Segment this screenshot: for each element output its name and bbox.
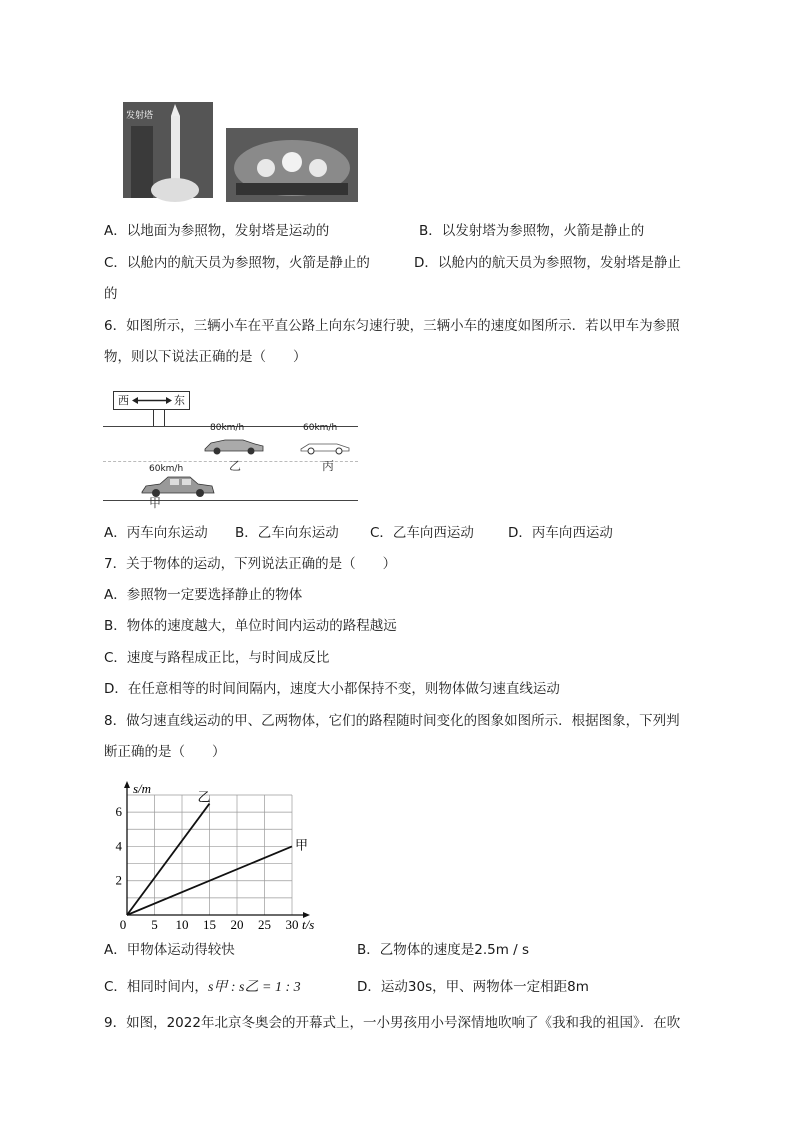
q6-option-c: C．乙车向西运动 — [370, 525, 474, 541]
x-tick-label: 20 — [230, 917, 244, 932]
q6-road-figure — [103, 383, 358, 508]
car-yi-label: 乙 — [229, 459, 242, 473]
x-tick-label: 15 — [203, 917, 216, 932]
q9-stem-line1: 9．如图，2022年北京冬奥会的开幕式上，一小男孩用小号深情地吹响了《我和我的祖国》．在吹 — [104, 1015, 681, 1031]
q8-option-b: B．乙物体的速度是2.5m / s — [357, 942, 530, 958]
q8-option-c-prefix: C．相同时间内， — [104, 979, 208, 995]
q7-option-a: A．参照物一定要选择静止的物体 — [104, 587, 303, 603]
q7-option-b: B．物体的速度越大，单位时间内运动的路程越远 — [104, 618, 397, 634]
car-bing-label: 丙 — [322, 459, 335, 473]
q5-option-d: D．以舱内的航天员为参照物，发射塔是静止 — [414, 255, 681, 271]
q5-option-a: A．以地面为参照物，发射塔是运动的 — [104, 223, 330, 239]
q8-option-c-formula: s甲 : s乙 = 1 : 3 — [207, 980, 301, 995]
y-axis-label: s/m — [133, 781, 152, 796]
q7-option-c: C．速度与路程成正比，与时间成反比 — [104, 650, 330, 666]
direction-sign — [113, 391, 190, 410]
rocket-launch-photo — [123, 102, 213, 198]
q8-stem-line1: 8．做匀速直线运动的甲、乙两物体，它们的路程随时间变化的图象如图所示．根据图象，下列判 — [104, 713, 680, 729]
q5-option-d-cont: 的 — [104, 286, 118, 302]
x-tick-label: 10 — [175, 917, 189, 932]
series-label-2: 甲 — [295, 838, 309, 854]
car-jia-label: 甲 — [149, 496, 162, 510]
x-tick-label: 5 — [151, 917, 158, 932]
y-axis-arrow — [124, 781, 130, 788]
q8-option-a: A．甲物体运动得较快 — [104, 942, 235, 958]
road-line-bottom — [103, 500, 358, 501]
q6-option-b: B．乙车向东运动 — [235, 525, 339, 541]
car-yi-speed: 80km/h — [210, 423, 245, 433]
double-arrow-icon — [132, 392, 172, 409]
q8-stem-line2: 断正确的是（ ） — [104, 744, 226, 760]
q6-stem-line2: 物，则以下说法正确的是（ ） — [104, 349, 307, 365]
y-tick-label: 4 — [115, 838, 122, 854]
car-jia-icon — [140, 474, 216, 498]
q5-option-c: C．以舱内的航天员为参照物，火箭是静止的 — [104, 255, 370, 271]
q6-option-a: A．丙车向东运动 — [104, 525, 208, 541]
car-jia-speed: 60km/h — [149, 464, 184, 474]
series-label-1: 乙 — [197, 790, 211, 806]
car-bing-icon — [299, 437, 351, 455]
y-tick-label: 2 — [115, 872, 122, 888]
y-tick-label: 6 — [115, 804, 122, 820]
q6-option-d: D．丙车向西运动 — [508, 525, 613, 541]
q5-option-b: B．以发射塔为参照物，火箭是静止的 — [419, 223, 645, 239]
q8-option-d: D．运动30s，甲、两物体一定相距8m — [357, 979, 589, 995]
q7-option-d: D．在任意相等的时间间隔内，速度大小都保持不变，则物体做匀速直线运动 — [104, 681, 560, 697]
launch-tower-label: 发射塔 — [126, 111, 154, 121]
car-yi-icon — [203, 435, 265, 455]
car-bing-speed: 60km/h — [303, 423, 338, 433]
q8-option-c — [104, 977, 301, 998]
x-tick-label: 30 — [285, 917, 299, 932]
sign-post — [153, 409, 165, 427]
astronaut-cabin-photo — [226, 128, 358, 202]
x-tick-label: 0 — [119, 917, 127, 932]
q6-stem-line1: 6．如图所示，三辆小车在平直公路上向东匀速行驶，三辆小车的速度如图所示．若以甲车为参照 — [104, 318, 680, 334]
x-axis-label: t/s — [302, 917, 315, 932]
west-label: 西 — [118, 394, 129, 407]
east-label: 东 — [174, 394, 185, 407]
st-graph — [103, 770, 313, 935]
x-tick-label: 25 — [258, 917, 271, 932]
q7-stem: 7．关于物体的运动，下列说法正确的是（ ） — [104, 556, 397, 572]
